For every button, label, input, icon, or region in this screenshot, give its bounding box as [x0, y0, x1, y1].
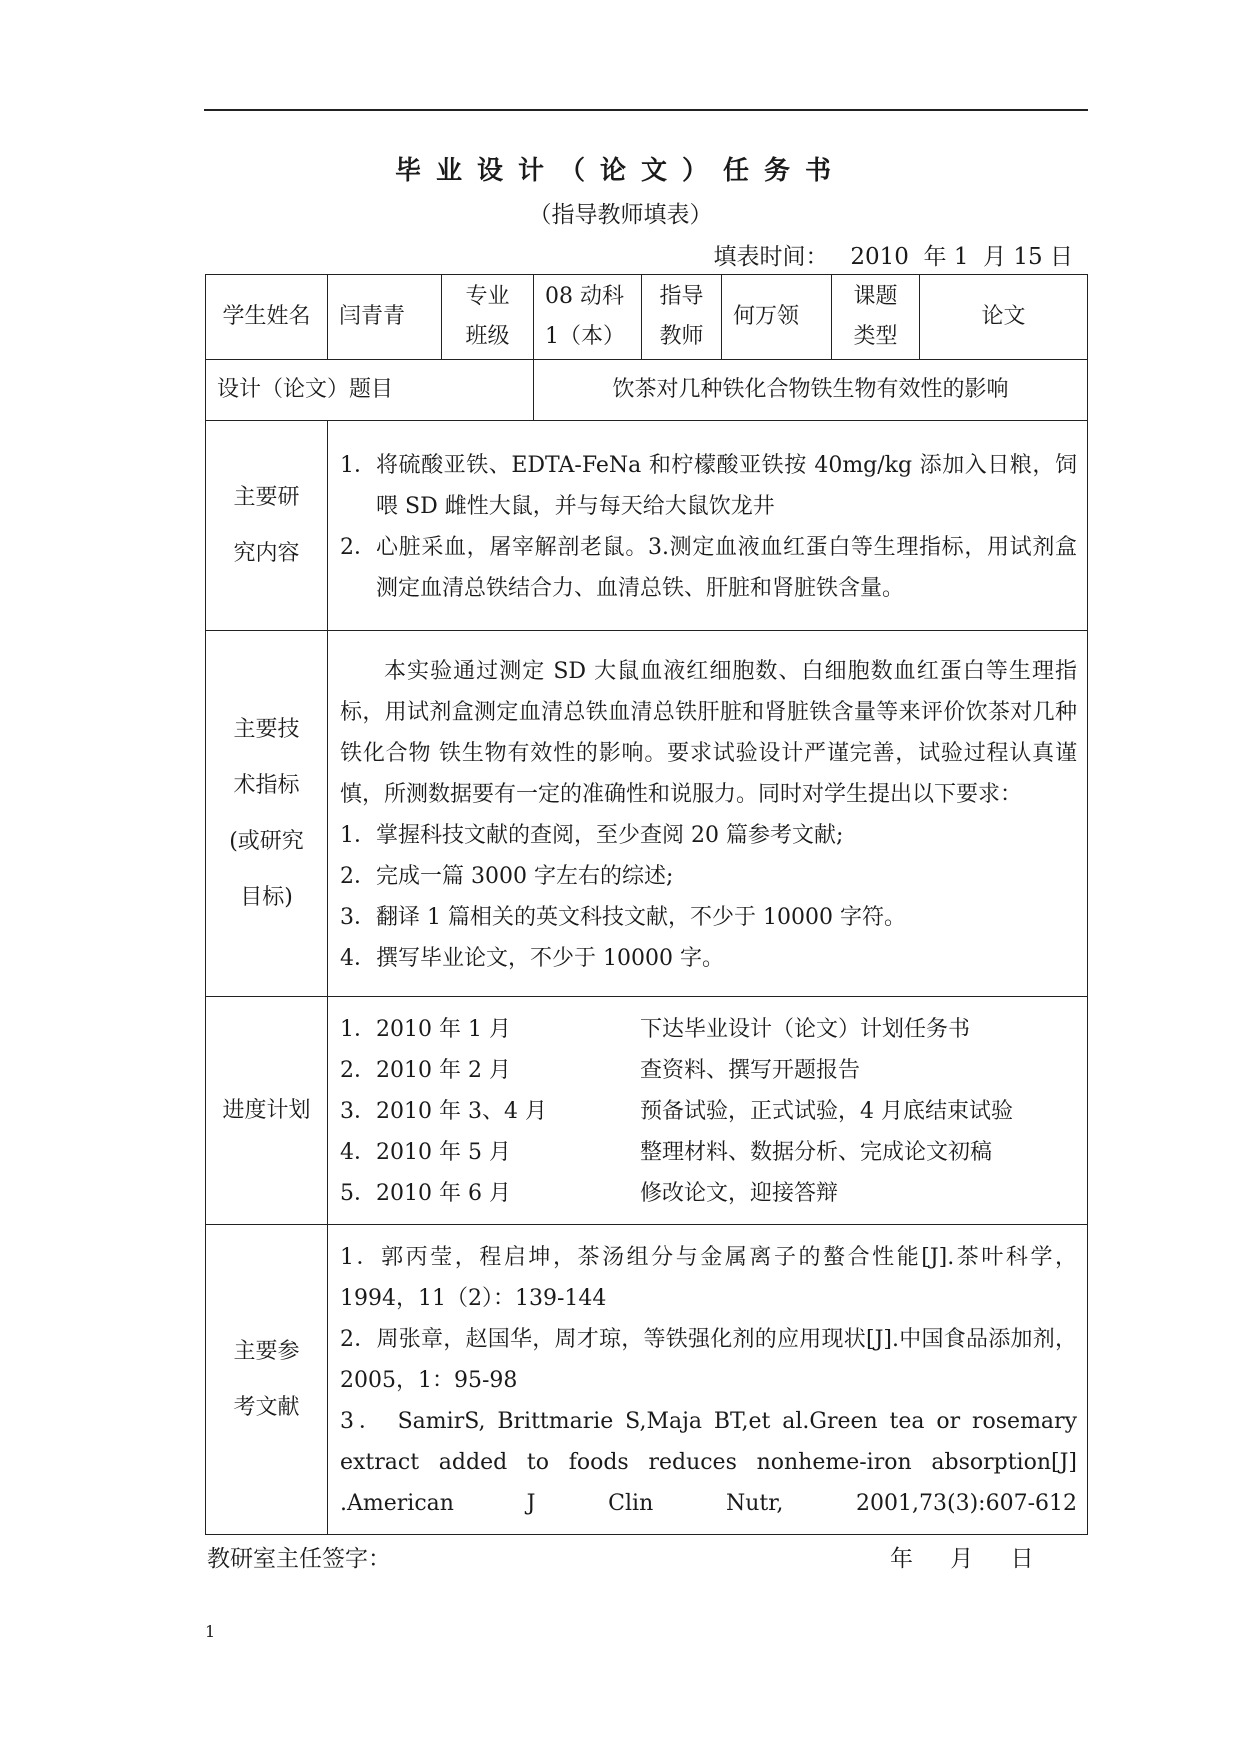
research-item-text: 心脏采血，屠宰解剖老鼠。3.测定血液血红蛋白等生理指标，用试剂盒测定血清总铁结合力、血清总铁、肝脏和肾脏铁含量。 [376, 534, 1077, 601]
schedule-task: 查资料、撰写开题报告 [640, 1058, 861, 1083]
requirement-number: 1． [340, 822, 376, 848]
schedule-task: 下达毕业设计（论文）计划任务书 [640, 1017, 971, 1042]
research-item [340, 527, 1077, 609]
requirement-number: 3． [340, 904, 376, 930]
tech-label-line-4: 目标) [240, 884, 293, 910]
document-subtitle: （指导教师填表） [528, 202, 713, 228]
research-item-number: 1． [340, 452, 376, 478]
major-label-line-1: 专业 [465, 284, 510, 309]
research-content-row [206, 421, 1088, 631]
requirement-text: 翻译 1 篇相关的英文科技文献，不少于 10000 字符。 [376, 904, 906, 930]
header-rule [204, 109, 1088, 111]
fill-date: 填表时间： 2010 年 1 月 15 日 [713, 244, 1073, 270]
references [328, 1225, 1088, 1535]
info-row [206, 275, 1088, 360]
major-value-line-2: 1（本） [545, 324, 625, 349]
research-item-number: 2． [340, 534, 376, 560]
requirement-item [340, 856, 1077, 897]
technical-indicators-label [206, 631, 328, 997]
requirement-item [340, 938, 1077, 979]
requirement-text: 完成一篇 3000 字左右的综述; [376, 863, 674, 889]
page-number: 1 [205, 1622, 216, 1641]
major-label [442, 275, 534, 360]
schedule-date: 5．2010 年 6 月 [340, 1181, 511, 1206]
references-label-line-2: 考文献 [233, 1394, 300, 1420]
document-title: 毕业设计（论文）任务书 [394, 156, 846, 186]
schedule-item [340, 1173, 1077, 1214]
research-content [328, 421, 1088, 631]
topic-type-label-line-2: 类型 [853, 324, 898, 349]
schedule-date: 4．2010 年 5 月 [340, 1140, 511, 1165]
tech-label-line-3: (或研究 [229, 828, 304, 854]
reference-item: 2．周张章，赵国华，周才琼，等铁强化剂的应用现状[J].中国食品添加剂，2005，1：95-98 [340, 1327, 1077, 1393]
schedule-item [340, 1091, 1077, 1132]
requirement-item [340, 897, 1077, 938]
references-row [206, 1225, 1088, 1535]
topic-type: 论文 [920, 275, 1088, 360]
research-label-line-2: 究内容 [233, 540, 300, 566]
advisor-label-line-1: 指导 [659, 284, 704, 309]
schedule [328, 997, 1088, 1225]
requirement-item [340, 815, 1077, 856]
signature-date: 年 月 日 [890, 1546, 1034, 1572]
tech-label-line-1: 主要技 [233, 716, 300, 742]
requirement-text: 掌握科技文献的查阅，至少查阅 20 篇参考文献; [376, 822, 844, 848]
tech-label-line-2: 术指标 [233, 772, 300, 798]
schedule-item [340, 1132, 1077, 1173]
research-item-text: 将硫酸亚铁、EDTA-FeNa 和柠檬酸亚铁按 40mg/kg 添加入日粮，饲喂 SD 雌性大鼠，并与每天给大鼠饮龙井 [376, 452, 1077, 519]
schedule-item [340, 1009, 1077, 1050]
schedule-row [206, 997, 1088, 1225]
student-name: 闫青青 [328, 275, 442, 360]
requirement-number: 2． [340, 863, 376, 889]
reference-item: 3． SamirS, Brittmarie S,Maja BT,et al.Green tea or rosemary extract added to foods reduces nonheme-iron absorption[J] .American J Clin Nutr, 2001,73(3):607-612 [340, 1409, 1077, 1516]
technical-indicators [328, 631, 1088, 997]
requirement-number: 4． [340, 945, 376, 971]
topic-type-label-line-1: 课题 [853, 284, 898, 309]
references-label-line-1: 主要参 [233, 1338, 300, 1364]
signature-label: 教研室主任签字： [207, 1546, 391, 1572]
topic-type-label [832, 275, 920, 360]
thesis-title: 饮茶对几种铁化合物铁生物有效性的影响 [534, 360, 1088, 421]
references-label [206, 1225, 328, 1535]
research-label-line-1: 主要研 [233, 484, 300, 510]
advisor-label-line-2: 教师 [659, 324, 704, 349]
schedule-task: 整理材料、数据分析、完成论文初稿 [640, 1140, 993, 1165]
schedule-date: 1．2010 年 1 月 [340, 1017, 511, 1042]
major-value [534, 275, 642, 360]
schedule-task: 预备试验，正式试验，4 月底结束试验 [640, 1099, 1013, 1124]
technical-paragraph: 本实验通过测定 SD 大鼠血液红细胞数、白细胞数血红蛋白等生理指标，用试剂盒测定血清总铁血清总铁肝脏和肾脏铁含量等来评价饮茶对几种铁化合物 铁生物有效性的影响。要求试验设计严谨完善，试验过程认真谨慎，所测数据要有一定的准确性和说服力。同时对学生提出以下要求： [340, 658, 1077, 807]
advisor-label [642, 275, 722, 360]
schedule-date: 3．2010 年 3、4 月 [340, 1099, 547, 1124]
task-table [205, 274, 1088, 1535]
student-name-label: 学生姓名 [206, 275, 328, 360]
major-value-line-1: 08 动科 [545, 284, 624, 309]
requirement-text: 撰写毕业论文，不少于 10000 字。 [376, 945, 724, 971]
research-item [340, 445, 1077, 527]
research-content-label [206, 421, 328, 631]
schedule-item [340, 1050, 1077, 1091]
technical-indicators-row [206, 631, 1088, 997]
thesis-title-row [206, 360, 1088, 421]
schedule-label: 进度计划 [206, 997, 328, 1225]
thesis-title-label: 设计（论文）题目 [206, 360, 534, 421]
major-label-line-2: 班级 [465, 324, 510, 349]
schedule-task: 修改论文，迎接答辩 [640, 1181, 839, 1206]
advisor-name: 何万领 [722, 275, 832, 360]
reference-item: 1．郭丙莹，程启坤，茶汤组分与金属离子的螯合性能[J].茶叶科学，1994，11（2）：139-144 [340, 1245, 1077, 1311]
schedule-date: 2．2010 年 2 月 [340, 1058, 511, 1083]
